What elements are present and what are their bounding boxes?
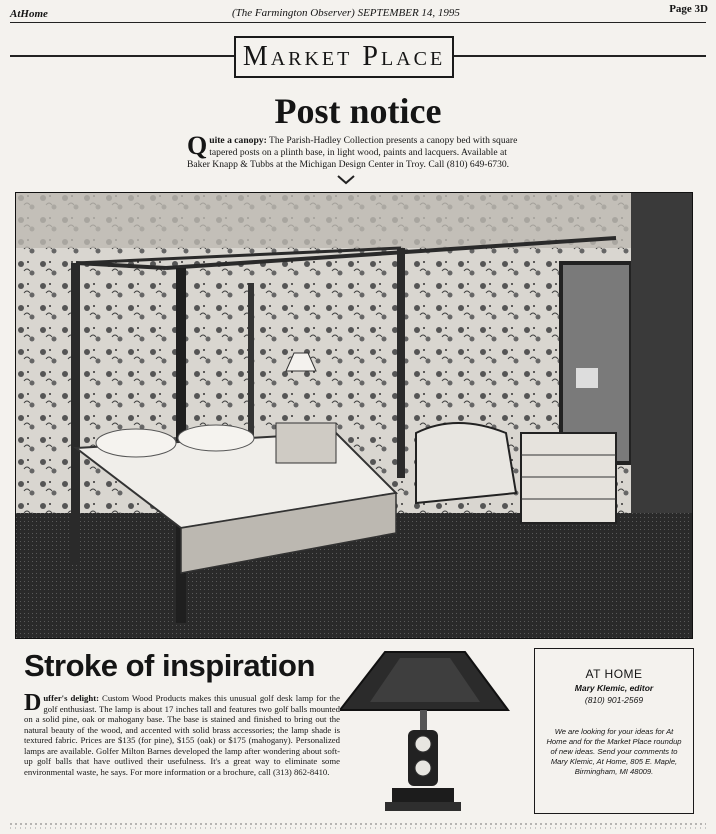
at-home-editor: Mary Klemic, editor	[574, 683, 654, 693]
chevron-down-icon	[337, 175, 355, 185]
masthead-title: Market Place	[242, 41, 446, 72]
post-notice-caption	[187, 131, 527, 171]
lead-in: uffer's delight:	[43, 693, 99, 703]
at-home-title: AT HOME	[585, 667, 643, 681]
lead-in: uite a canopy:	[209, 135, 267, 146]
caption-body: The Parish-Hadley Collection presents a canopy bed with square tapered posts on a plinth base, in light wood, paints and lacquers. Available at Baker Knapp & Tubbs at the Michigan Design Center in Troy. Call (810) 649-6730.	[187, 135, 518, 170]
section-name: AtHome	[10, 8, 48, 20]
canopy-bed-photo	[15, 192, 693, 639]
drop-cap: D	[24, 690, 42, 716]
article-text: Custom Wood Products makes this unusual golf desk lamp for the golf enthusiast. The lamp is about 17 inches tall and features two golf balls mounted on a solid pine, oak or mahogany base. The base is stained and finished to bring out the natural beauty of the wood, and accented with solid brass accessories; the lamp shade is textured fabric. Prices are $135 (for pine), $155 (oak) or $175 (mahogany). Personalized lamps are available. Golfer Milton Barnes developed the lamp after wondering about soft-up golf balls that have outlived their usefulness. It's a great way to eliminate some environmental waste, he says. For more information or a brochure, call (313) 862-8410.	[24, 693, 340, 777]
header-rule	[10, 22, 706, 23]
drop-cap: Q	[187, 131, 208, 160]
golf-lamp-photo	[340, 640, 515, 820]
at-home-body: We are looking for your ideas for At Home and for the Market Place roundup of new ideas. Send your comments to Mary Klemic, At Home, 805 E. Maple, Birmingham, MI 48009.	[546, 727, 682, 776]
masthead-rule-left	[10, 55, 234, 57]
masthead-rule-right	[450, 55, 706, 57]
page-header	[0, 0, 716, 24]
at-home-phone: (810) 901-2569	[584, 695, 644, 705]
scan-noise-footer	[0, 812, 716, 834]
publication-date-line: (The Farmington Observer) SEPTEMBER 14, 1995	[232, 7, 460, 19]
at-home-info-box	[534, 648, 694, 814]
market-place-masthead	[234, 36, 454, 78]
stroke-article-body	[24, 690, 340, 777]
page-number: Page 3D	[669, 3, 708, 15]
stroke-headline: Stroke of inspiration	[24, 648, 315, 683]
post-notice-headline: Post notice	[274, 91, 442, 131]
